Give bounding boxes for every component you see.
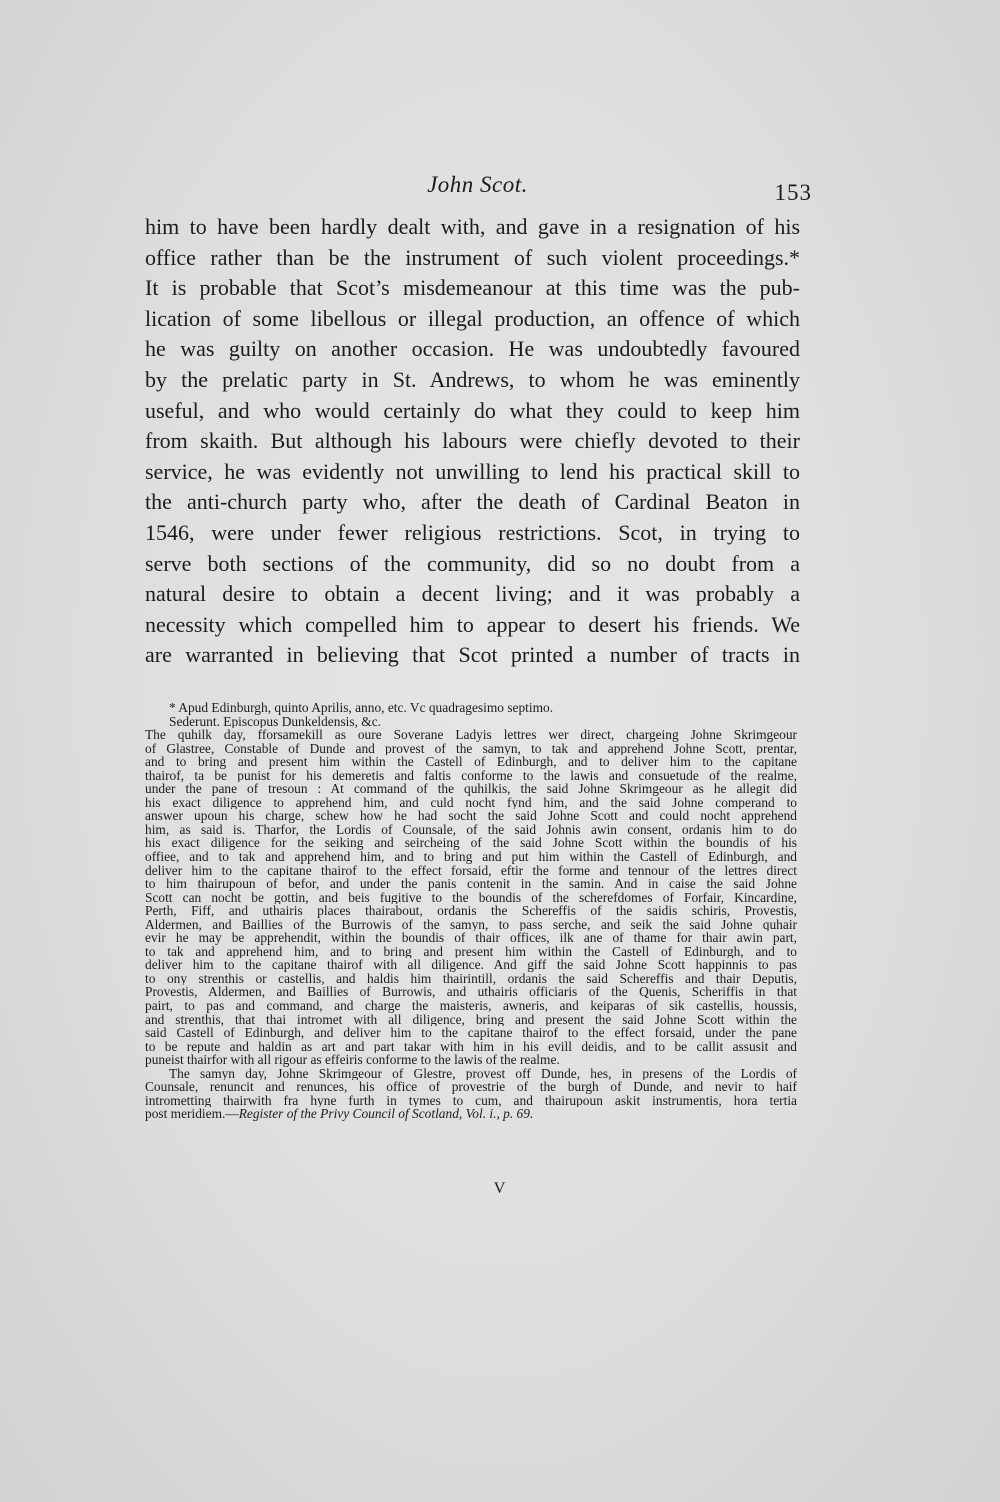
footnote-citation: Register of the Privy Council of Scotland, Vol. i., p. 69.	[238, 1107, 534, 1121]
footnote-line: of Glastree, Constable of Dunde and provest of the samyn, to tak and apprehend Johne Scott, prentar,	[145, 741, 797, 756]
footnote-line: pairt, to pas and command, and charge the maisteris, awneris, and keiparas of sik castellis, houssis,	[145, 999, 797, 1013]
text-line: serve both sections of the community, did so no doubt from a	[145, 550, 800, 576]
text-line: necessity which compelled him to appear to desert his friends. We	[145, 611, 800, 637]
footnote-line: answer upoun his charge, schew how he had socht the said Johne Scott and could nocht apprehend	[145, 809, 797, 823]
footnote-line: The samyn day, Johne Skrimgeour of Glestre, provest off Dunde, hes, in presens of the Lordis of	[169, 1066, 797, 1081]
footnote-line: Sederunt. Episcopus Dunkeldensis, &c.	[169, 714, 381, 729]
running-head	[145, 172, 810, 212]
footnote-line: him, as said is. Tharfor, the Lordis of Counsale, of the said Johnis awin consent, ordanis him to do	[145, 822, 797, 837]
text-line: natural desire to obtain a decent living; and it was probably a	[145, 581, 800, 607]
footnote-text: post meridiem.—	[145, 1107, 239, 1121]
footnote-line: intrometting thairwith fra hyne furth in tymes to cum, and thairupoun askit instrumentis, hora tertia	[145, 1093, 797, 1108]
text-line: office rather than be the instrument of such violent proceedings.*	[145, 244, 800, 270]
footnote	[145, 701, 797, 1121]
footnote-line: Perth, Fiff, and uthairis places thairabout, ordanis the Schereffis of the saidis schiris, Provestis,	[145, 904, 797, 918]
footnote-line: puneist thairfor with all rigour as effeiris conforme to the lawis of the realme.	[145, 1053, 560, 1067]
footnote-line: to be repute and haldin as art and part takar with him in his evill deidis, and to be callit assusit and	[145, 1039, 797, 1054]
footnote-line: thairof, ta be punist for his demeretis and faltis conforme to the lawis and consuetude of the realme,	[145, 768, 797, 783]
footnote-line: to him thairupoun of befor, and under the panis contenit in the samin. And in caise the said Johne	[145, 877, 797, 891]
text-line: from skaith. But although his labours were chiefly devoted to their	[145, 428, 800, 454]
text-line: lication of some libellous or illegal production, an offence of which	[145, 305, 800, 331]
footnote-line: his exact diligence for the seiking and seircheing of the said Johne Scott within the boundis of his	[145, 836, 797, 851]
text-line: 1546, were under fewer religious restrictions. Scot, in trying to	[145, 519, 800, 545]
footnote-line: offiee, and to tak and apprehend him, and to bring and put him within the Castell of Edinburgh, and	[145, 850, 797, 864]
text-line: the anti-church party who, after the death of Cardinal Beaton in	[145, 489, 800, 515]
footnote-line: to ony strenthis or castellis, and haldis him thairintill, ordanis the said Schereffis and thair Deputis,	[145, 971, 797, 986]
footnote-line: * Apud Edinburgh, quinto Aprilis, anno, etc. Vc quadragesimo septimo.	[169, 701, 554, 715]
text-line: service, he was evidently not unwilling to lend his practical skill to	[145, 458, 800, 484]
footnote-line: Scott can nocht be gottin, and beis fugitive to the boundis of the scherefdomes of Forfair, Kincardine,	[145, 890, 797, 905]
text-line: him to have been hardly dealt with, and gave in a resignation of his	[145, 214, 800, 239]
signature-mark: V	[493, 1180, 507, 1197]
text-line: by the prelatic party in St. Andrews, to whom he was eminently	[145, 366, 800, 392]
footnote-line: said Castell of Edinburgh, and deliver him to the capitane thairof to the effect forsaid, under the pane	[145, 1026, 797, 1040]
footnote-line: and strenthis, that thai intromet with all diligence, bring and present the said Johne Scott within the	[145, 1012, 797, 1027]
footnote-line: his exact diligence to apprehend him, and culd nocht fynd him, and the said Johne comperand to	[145, 795, 797, 810]
footnote-line: evir he may be apprehendit, within the boundis of thair offices, ilk ane of thame for thair awin part,	[145, 931, 797, 945]
main-text	[145, 212, 800, 671]
footnote-line: Aldermen, and Baillies of the Burrowis of the samyn, to pass serche, and seik the said Johne quhair	[145, 917, 797, 932]
page-number: 153	[774, 180, 812, 205]
footnote-line: The quhilk day, fforsamekill as oure Soverane Ladyis lettres wer direct, chargeing Johne Skrimgeour	[145, 728, 797, 742]
footnote-line: under the pane of tresoun : At command of the quhilkis, the said Johne Skrimgeour as he allegit did	[145, 782, 797, 796]
footnote-line	[145, 1107, 797, 1121]
text-line: useful, and who would certainly do what they could to keep him	[145, 397, 800, 423]
footnote-line: to tak and apprehend him, and to bring and present him within the Castell of Edinburgh, and to	[145, 944, 797, 959]
footnote-line: Counsale, renuncit and renunces, his office of provestrie of the burgh of Dunde, and nevir to haif	[145, 1080, 797, 1094]
footnote-line: Provestis, Aldermen, and Baillies of Burrowis, and uthairis officiaris of the Quenis, Scheriffis in that	[145, 985, 797, 1000]
footnote-line: and to bring and present him within the Castell of Edinburgh, and to deliver him to the capitane	[145, 755, 797, 769]
footnote-line: deliver him to the capitane thairof to the effect forsaid, eftir the forme and tennour of the lettres direct	[145, 863, 797, 878]
text-line: are warranted in believing that Scot printed a number of tracts in	[145, 642, 800, 668]
text-line: he was guilty on another occasion. He was undoubtedly favoured	[145, 336, 800, 362]
running-title: John Scot.	[427, 172, 528, 197]
text-line: It is probable that Scot’s misdemeanour at this time was the pub-	[145, 275, 800, 301]
footnote-line: deliver him to the capitane thairof with all diligence. And giff the said Johne Scott happinnis to pas	[145, 958, 797, 972]
